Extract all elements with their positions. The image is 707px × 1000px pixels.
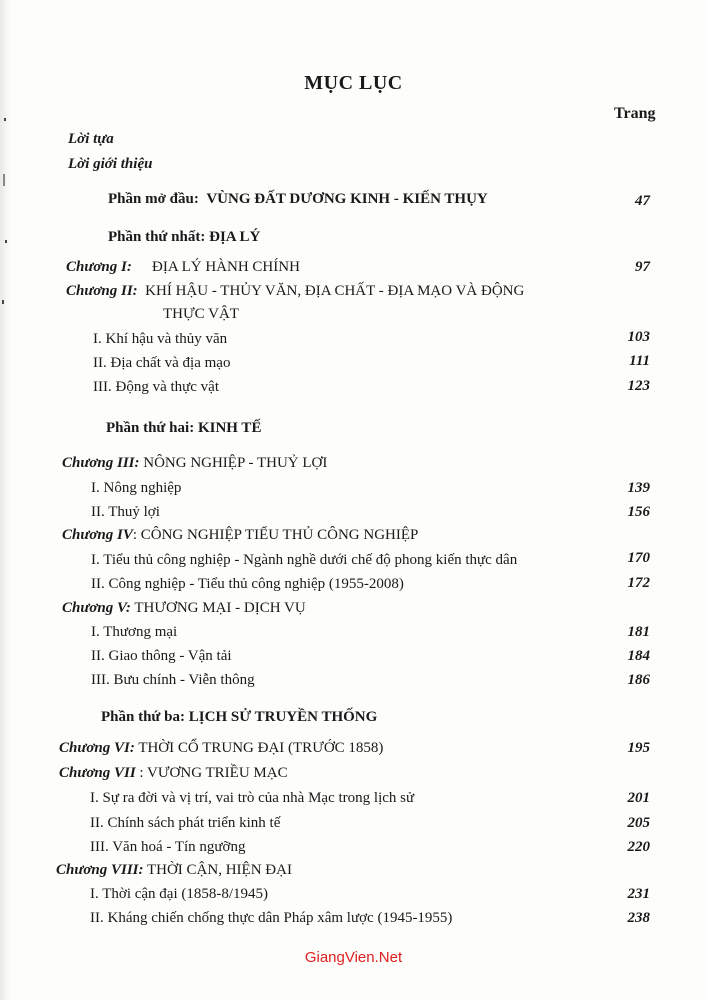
- chapter-title: : CÔNG NGHIỆP TIỂU THỦ CÔNG NGHIỆP: [132, 527, 419, 543]
- toc-chapter-3: [62, 455, 327, 472]
- chapter-title: THỜI CẬN, HIỆN ĐẠI: [146, 862, 292, 878]
- scan-speck: [5, 240, 7, 243]
- page-number: 123: [627, 378, 650, 394]
- page-number: 231: [627, 886, 650, 902]
- toc-section: II. Kháng chiến chống thực dân Pháp xâm lược (1945-1955): [90, 910, 453, 926]
- part-title: KINH TẾ: [197, 420, 262, 436]
- toc-chapter-8: [56, 862, 292, 879]
- chapter-label: Chương VIII:: [56, 862, 144, 878]
- page-title: MỤC LỤC: [304, 72, 403, 94]
- front-matter-preface: Lời tựa: [68, 131, 114, 147]
- toc-chapter-7: [59, 765, 288, 782]
- toc-part-1: [108, 229, 260, 246]
- toc-section: III. Động và thực vật: [93, 379, 220, 395]
- page-column-header: Trang: [614, 105, 656, 122]
- toc-part-2: [106, 420, 261, 437]
- part-label: Phần thứ ba:: [101, 709, 186, 725]
- chapter-label: Chương II:: [66, 283, 138, 299]
- toc-section: II. Công nghiệp - Tiểu thủ công nghiệp (1955-2008): [91, 576, 404, 592]
- page-number: 186: [627, 672, 650, 688]
- page-number: 220: [627, 839, 650, 855]
- chapter-label: Chương IV: [62, 527, 133, 543]
- toc-part-3: [101, 709, 377, 726]
- toc-chapter-2: [66, 283, 524, 300]
- scan-speck: [2, 300, 4, 304]
- chapter-title: NÔNG NGHIỆP - THUỶ LỢI: [143, 455, 328, 471]
- watermark: GiangVien.Net: [304, 949, 403, 966]
- page-number: 111: [629, 353, 650, 369]
- scan-speck: [4, 118, 6, 121]
- part-label: Phần thứ hai:: [106, 420, 195, 436]
- toc-chapter-5: [62, 600, 306, 617]
- chapter-label: Chương VII: [59, 765, 136, 781]
- page-number: 170: [627, 550, 650, 566]
- part-label: Phần mở đầu:: [108, 191, 199, 207]
- page-number: 47: [635, 193, 650, 209]
- chapter-title: KHÍ HẬU - THỦY VĂN, ĐỊA CHẤT - ĐỊA MẠO VÀ ĐỘNG: [145, 283, 525, 299]
- chapter-title-continuation: THỰC VẬT: [163, 306, 239, 322]
- front-matter-introduction: Lời giới thiệu: [68, 156, 153, 172]
- chapter-label: Chương V:: [62, 600, 131, 616]
- toc-section: III. Bưu chính - Viễn thông: [91, 672, 255, 688]
- page-number: 201: [627, 790, 650, 806]
- toc-section: I. Tiểu thủ công nghiệp - Ngành nghề dưới chế độ phong kiến thực dân: [91, 552, 518, 568]
- toc-chapter-1: [66, 259, 300, 276]
- part-title: VÙNG ĐẤT DƯƠNG KINH - KIẾN THỤY: [206, 191, 488, 207]
- page-number: 103: [627, 329, 650, 345]
- chapter-label: Chương III:: [62, 455, 140, 471]
- chapter-label: Chương VI:: [59, 740, 135, 756]
- chapter-title: THƯƠNG MẠI - DỊCH VỤ: [134, 600, 306, 616]
- toc-chapter-4: [62, 527, 418, 544]
- chapter-label: Chương I:: [66, 259, 132, 275]
- toc-section: I. Thời cận đại (1858-8/1945): [90, 886, 269, 902]
- toc-section: I. Thương mại: [91, 624, 178, 640]
- chapter-title: THỜI CỔ TRUNG ĐẠI (TRƯỚC 1858): [138, 740, 384, 756]
- page-number: 195: [627, 740, 650, 756]
- toc-section: I. Khí hậu và thủy văn: [93, 331, 228, 347]
- part-title: ĐỊA LÝ: [209, 229, 261, 245]
- toc-section: II. Thuỷ lợi: [91, 504, 160, 520]
- toc-section: III. Văn hoá - Tín ngưỡng: [90, 839, 246, 855]
- page-number: 97: [635, 259, 650, 275]
- part-label: Phần thứ nhất:: [108, 229, 206, 245]
- page-number: 181: [627, 624, 650, 640]
- chapter-title: ĐỊA LÝ HÀNH CHÍNH: [152, 259, 300, 275]
- toc-section: II. Địa chất và địa mạo: [93, 355, 231, 371]
- page-number: 238: [627, 910, 650, 926]
- toc-chapter-6: [59, 740, 383, 757]
- page-number: 139: [627, 480, 650, 496]
- scan-speck: [3, 174, 5, 186]
- toc-section: II. Giao thông - Vận tải: [91, 648, 232, 664]
- page-number: 184: [627, 648, 650, 664]
- toc-section: I. Sự ra đời và vị trí, vai trò của nhà Mạc trong lịch sử: [90, 790, 415, 806]
- page-number: 156: [627, 504, 650, 520]
- part-title: LỊCH SỬ TRUYỀN THỐNG: [188, 709, 378, 725]
- toc-section: I. Nông nghiệp: [91, 480, 182, 496]
- page-edge-shadow: [0, 0, 10, 1000]
- page-number: 172: [627, 575, 650, 591]
- chapter-title: : VƯƠNG TRIỀU MẠC: [139, 765, 288, 781]
- toc-section: II. Chính sách phát triển kinh tế: [90, 815, 281, 831]
- page-number: 205: [627, 815, 650, 831]
- toc-entry-intro: [108, 191, 488, 208]
